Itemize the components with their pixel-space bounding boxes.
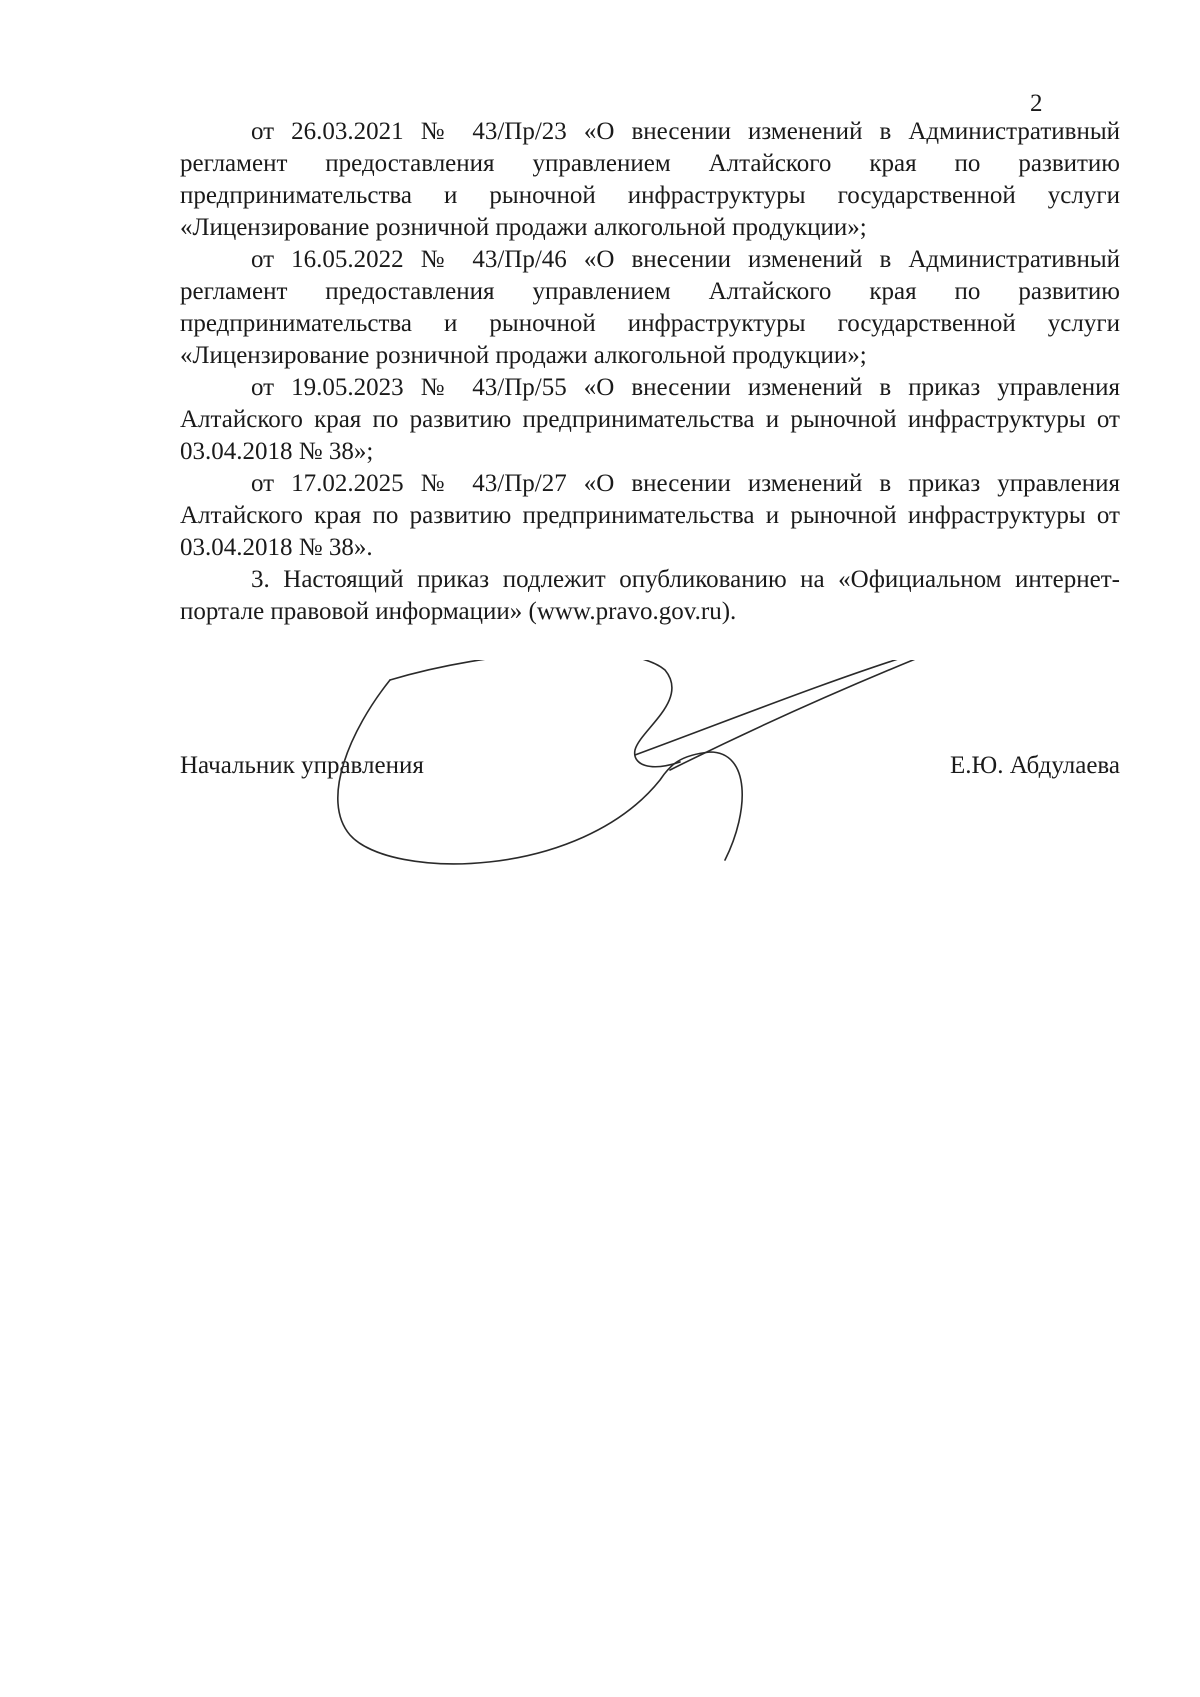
page-number: 2	[1030, 90, 1043, 117]
signatory-position: Начальник управления	[180, 752, 424, 779]
handwritten-signature-icon	[330, 660, 980, 920]
paragraph-amendment-2021: от 26.03.2021 № 43/Пр/23 «О внесении изменений в Административный регламент предоставления управлением Алтайского края по развитию предпринимательства и рыночной инфраструктуры государственной услуги «Лицензирование розничной продажи алкогольной продукции»;	[180, 118, 1120, 241]
paragraph-amendment-2023: от 19.05.2023 № 43/Пр/55 «О внесении изменений в приказ управления Алтайского края по развитию предпринимательства и рыночной инфраструктуры от 03.04.2018 № 38»;	[180, 374, 1120, 465]
paragraph-publication: 3. Настоящий приказ подлежит опубликованию на «Официальном интернет-портале правовой информации» (www.pravo.gov.ru).	[180, 566, 1120, 625]
paragraph-amendment-2025: от 17.02.2025 № 43/Пр/27 «О внесении изменений в приказ управления Алтайского края по развитию предпринимательства и рыночной инфраструктуры от 03.04.2018 № 38».	[180, 470, 1120, 561]
paragraph-amendment-2022: от 16.05.2022 № 43/Пр/46 «О внесении изменений в Административный регламент предоставления управлением Алтайского края по развитию предпринимательства и рыночной инфраструктуры государственной услуги «Лицензирование розничной продажи алкогольной продукции»;	[180, 246, 1120, 369]
document-body	[180, 116, 1120, 628]
signatory-name: Е.Ю. Абдулаева	[950, 752, 1120, 779]
